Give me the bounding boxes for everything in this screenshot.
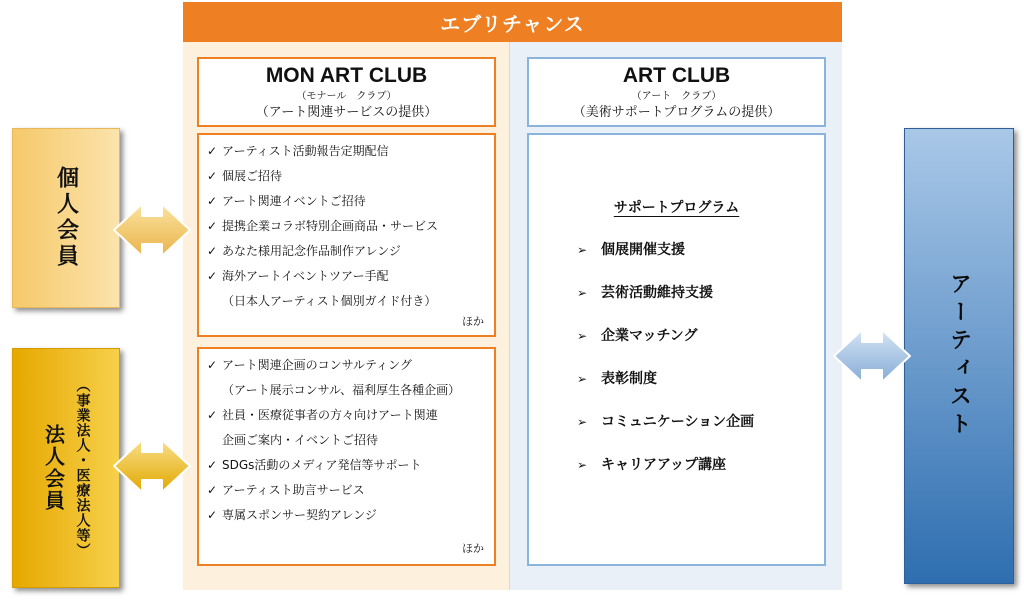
list-item: ✓ 海外アートイベントツアー手配 [207, 264, 494, 289]
corporate-double-arrow-icon [112, 426, 192, 506]
list-item: ✓ アーティスト助言サービス [207, 478, 494, 503]
art-club-title-box [527, 57, 826, 127]
check-icon: ✓ [207, 219, 218, 233]
individual-double-arrow-icon [112, 190, 192, 270]
list-item-note: （日本人アーティスト個別ガイド付き） [222, 294, 437, 308]
list-item: ✓ アート関連企画のコンサルティング [207, 353, 494, 378]
header-banner [183, 2, 842, 42]
artist-label: アーティスト [946, 272, 972, 440]
list-item: ✓ 提携企業コラボ特別企画商品・サービス [207, 214, 494, 239]
arrowhead-icon: ➢ [577, 329, 588, 343]
support-program-box [527, 133, 826, 566]
check-icon: ✓ [207, 269, 218, 283]
arrowhead-icon: ➢ [577, 458, 588, 472]
list-item: ✓ 個展ご招待 [207, 164, 494, 189]
arrowhead-icon: ➢ [577, 372, 588, 386]
corporate-member-sublabel: （事業法人・医療法人等） [74, 378, 91, 558]
mon-art-club-reading: （モナール クラブ） [296, 91, 397, 102]
check-icon: ✓ [207, 483, 218, 497]
list-item: ➢ コミュニケーション企画 [577, 414, 755, 430]
list-item: ✓ SDGs活動のメディア発信等サポート [207, 453, 494, 478]
mon-art-club-title: MON ART CLUB [265, 64, 428, 87]
arrowhead-icon: ➢ [577, 243, 588, 257]
individual-member-box [12, 128, 120, 308]
header-title: エブリチャンス [440, 11, 585, 36]
arrowhead-icon: ➢ [577, 286, 588, 300]
mon-art-club-title-box [197, 57, 496, 127]
etc-label: ほか [462, 542, 484, 555]
list-item: ✓ 専属スポンサー契約アレンジ [207, 503, 494, 528]
list-item: ✓ 社員・医療従事者の方々向けアート関連 [207, 403, 494, 428]
check-icon: ✓ [207, 144, 218, 158]
list-item: ➢ 企業マッチング [577, 328, 698, 344]
corporate-member-box [12, 348, 120, 588]
etc-label: ほか [462, 315, 484, 328]
check-icon: ✓ [207, 358, 218, 372]
art-club-reading: （アート クラブ） [631, 91, 722, 102]
check-icon: ✓ [207, 169, 218, 183]
list-item: ➢ 芸術活動維持支援 [577, 285, 713, 301]
list-item: ✓ アーティスト活動報告定期配信 [207, 139, 494, 164]
check-icon: ✓ [207, 508, 218, 522]
artist-box [904, 128, 1014, 584]
list-item: ➢ 個展開催支援 [577, 242, 685, 258]
artist-double-arrow-icon [832, 316, 912, 396]
check-icon: ✓ [207, 194, 218, 208]
list-item: ✓ あなた様用記念作品制作アレンジ [207, 239, 494, 264]
check-icon: ✓ [207, 408, 218, 422]
corporate-services-box [197, 347, 496, 566]
support-program-heading: サポートプログラム [613, 200, 740, 216]
individual-services-box [197, 133, 496, 337]
list-item-continuation: 企画ご案内・イベントご招待 [222, 433, 379, 447]
individual-member-label: 個人会員 [53, 166, 79, 270]
list-item-note: （アート展示コンサル、福利厚生各種企画） [222, 383, 461, 397]
support-program-list [577, 239, 754, 497]
list-item: ✓ アート関連イベントご招待 [207, 189, 494, 214]
list-item: ➢ キャリアアップ講座 [577, 457, 727, 473]
mon-art-club-subtitle: （アート関連サービスの提供） [255, 105, 438, 120]
list-item: ➢ 表彰制度 [577, 371, 657, 387]
check-icon: ✓ [207, 458, 218, 472]
art-club-subtitle: （美術サポートプログラムの提供） [572, 105, 781, 120]
corporate-member-label: 法人会員 [41, 424, 66, 512]
check-icon: ✓ [207, 244, 218, 258]
art-club-title: ART CLUB [622, 64, 731, 87]
arrowhead-icon: ➢ [577, 415, 588, 429]
